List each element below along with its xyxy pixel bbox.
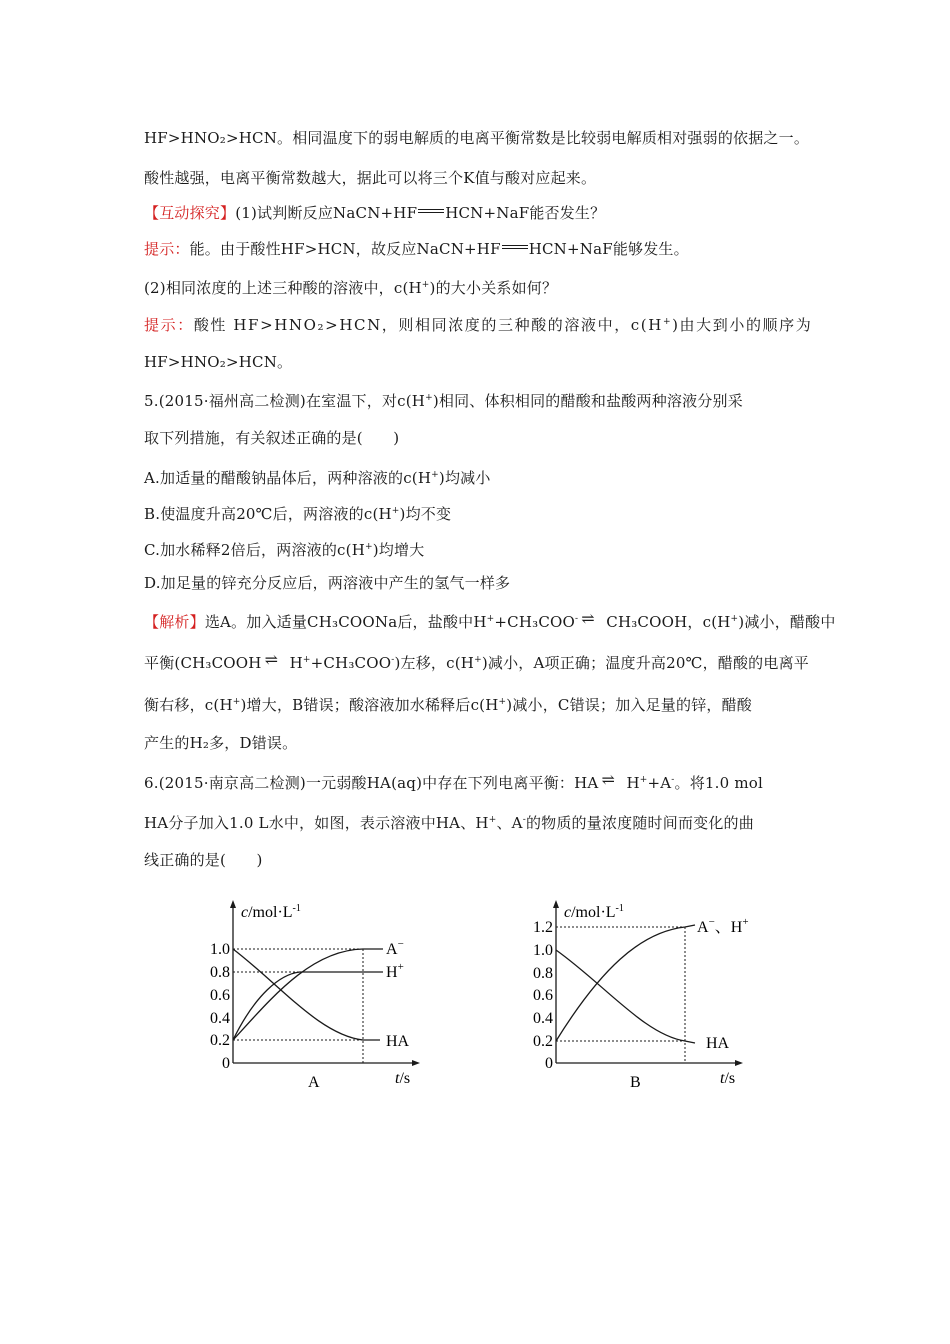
svg-text:A: A xyxy=(308,1074,320,1091)
svg-text:0.6: 0.6 xyxy=(210,987,230,1004)
svg-text:t/s: t/s xyxy=(395,1070,411,1087)
option-a xyxy=(144,465,491,488)
hint-label: 提示： xyxy=(144,316,194,334)
analysis-tag: 【解析】 xyxy=(144,613,205,631)
superscript: + xyxy=(662,317,673,327)
hint-2-cont xyxy=(144,352,292,372)
svg-text:c/mol·L-1: $c/mol\cdot L^{-1}$ xyxy=(241,903,301,921)
svg-text:HA: HA xyxy=(386,1033,410,1050)
svg-text:B: B xyxy=(630,1074,641,1091)
superscript: + xyxy=(365,542,373,552)
superscript: - xyxy=(391,655,395,665)
question-5-stem xyxy=(144,388,743,411)
hint-2 xyxy=(144,312,812,335)
svg-text:HA: HA xyxy=(706,1035,730,1052)
svg-text:c/mol·L-1: $c/mol\cdot L^{-1}$ xyxy=(564,903,624,921)
analysis-line-2 xyxy=(144,650,809,673)
svg-text:1.2: 1.2 xyxy=(533,919,553,936)
hint-text: 能。由于酸性HF>HCN，故反应NaCN+HF xyxy=(189,240,501,258)
text-line xyxy=(144,128,809,148)
superscript: + xyxy=(302,655,311,665)
analysis-text: )左移，c(H xyxy=(394,654,475,672)
svg-text:0.8: 0.8 xyxy=(210,964,230,981)
question-text: H xyxy=(626,774,640,792)
question-text: HCN+NaF能否发生？ xyxy=(445,204,606,222)
svg-text:0.6: 0.6 xyxy=(533,987,553,1004)
svg-text:0: 0 xyxy=(545,1055,553,1072)
question-text: 5.(2015·福州高二检测)在室温下，对c(H xyxy=(144,392,426,410)
explore-question-1 xyxy=(144,203,605,223)
superscript: - xyxy=(671,775,675,785)
question-text: )的大小关系如何？ xyxy=(429,279,558,297)
question-text: )相同、体积相同的醋酸和盐酸两种溶液分别采 xyxy=(432,392,743,410)
question-text: 、A xyxy=(496,814,523,832)
superscript: + xyxy=(488,815,497,825)
superscript: + xyxy=(425,393,433,403)
option-text: D.加足量的锌充分反应后，两溶液中产生的氢气一样多 xyxy=(144,574,511,592)
superscript: - xyxy=(575,614,579,624)
chart-b xyxy=(520,890,760,1104)
superscript: + xyxy=(232,697,241,707)
question-text: 取下列措施，有关叙述正确的是( ) xyxy=(144,429,400,447)
explore-tag: 【互动探究】 xyxy=(144,204,236,222)
question-text: 线正确的是( ) xyxy=(144,851,263,869)
option-d xyxy=(144,573,510,593)
question-text: (1)试判断反应NaCN+HF xyxy=(235,204,418,222)
question-text: (2)相同浓度的上述三种酸的溶液中，c(H xyxy=(144,279,422,297)
question-6-stem xyxy=(144,770,763,793)
superscript: + xyxy=(730,614,739,624)
svg-text:H+: H+ xyxy=(386,961,404,981)
equals-sign-icon xyxy=(502,245,528,251)
analysis-text: )增大，B错误；酸溶液加水稀释后c(H xyxy=(240,696,499,714)
question-text: +A xyxy=(647,774,672,792)
analysis-text: +CH₃COO xyxy=(494,613,576,631)
option-text: A.加适量的醋酸钠晶体后，两种溶液的c(H xyxy=(144,469,432,487)
analysis-text: )减小，A项正确；温度升高20℃，醋酸的电离平 xyxy=(481,654,809,672)
option-text: )均减小 xyxy=(438,469,491,487)
analysis-text: 选A。加入适量CH₃COONa后，盐酸中H xyxy=(204,613,487,631)
explore-question-2 xyxy=(144,275,557,298)
question-6-stem-2 xyxy=(144,810,754,833)
option-c xyxy=(144,537,424,560)
question-text: 6.(2015·南京高二检测)一元弱酸HA(aq)中存在下列电离平衡：HA xyxy=(144,774,599,792)
analysis-text: 平衡(CH₃COOH xyxy=(144,654,262,672)
svg-text:0.2: 0.2 xyxy=(533,1033,553,1050)
svg-text:1.0: 1.0 xyxy=(210,941,230,958)
svg-text:0.4: 0.4 xyxy=(210,1010,230,1027)
svg-text:0.2: 0.2 xyxy=(210,1032,230,1049)
hint-label: 提示： xyxy=(144,240,190,258)
text-line xyxy=(144,168,596,188)
svg-text:0.4: 0.4 xyxy=(533,1010,553,1027)
analysis-line-3 xyxy=(144,692,752,715)
option-text: C.加水稀释2倍后，两溶液的c(H xyxy=(144,541,365,559)
hint-text: 酸性 HF>HNO₂>HCN，则相同浓度的三种酸的溶液中，c(H xyxy=(193,316,663,334)
analysis-text: )减小，醋酸中 xyxy=(738,613,836,631)
option-text: )均不变 xyxy=(399,505,452,523)
paragraph-text: 酸性越强，电离平衡常数越大，据此可以将三个K值与酸对应起来。 xyxy=(144,169,597,187)
superscript: + xyxy=(498,697,507,707)
analysis-text: +CH₃COO xyxy=(310,654,392,672)
option-text: )均增大 xyxy=(372,541,425,559)
question-5-stem-cont xyxy=(144,428,399,448)
equilibrium-arrow-icon xyxy=(599,779,625,785)
question-text: HA分子加入1.0 L水中，如图，表示溶液中HA、H xyxy=(144,814,489,832)
analysis-text: H xyxy=(289,654,303,672)
analysis-line-1 xyxy=(144,609,836,632)
equilibrium-arrow-icon xyxy=(263,659,289,665)
paragraph-text: HF>HNO₂>HCN。相同温度下的弱电解质的电离平衡常数是比较弱电解质相对强弱的依据之一。 xyxy=(144,129,810,147)
question-text: 的物质的量浓度随时间而变化的曲 xyxy=(525,814,754,832)
svg-text:0.8: 0.8 xyxy=(533,965,553,982)
svg-text:A−: A− xyxy=(386,938,404,958)
superscript: + xyxy=(474,655,482,665)
chart-a xyxy=(190,890,430,1104)
hint-1 xyxy=(144,239,689,259)
equilibrium-arrow-icon xyxy=(579,618,605,624)
analysis-line-4 xyxy=(144,733,297,753)
question-6-stem-3 xyxy=(144,850,263,870)
svg-text:0: 0 xyxy=(222,1055,230,1072)
option-b xyxy=(144,501,451,524)
superscript: + xyxy=(421,280,430,290)
superscript: + xyxy=(391,506,400,516)
hint-text: HF>HNO₂>HCN。 xyxy=(144,353,293,371)
equals-sign-icon xyxy=(418,209,444,215)
hint-text: )由大到小的顺序为 xyxy=(672,316,813,334)
hint-text: HCN+NaF能够发生。 xyxy=(528,240,689,258)
analysis-text: 衡右移，c(H xyxy=(144,696,233,714)
analysis-text: )减小，C错误；加入足量的锌，醋酸 xyxy=(506,696,752,714)
svg-text:A−、H+: A−、H+ xyxy=(697,916,749,936)
superscript: - xyxy=(522,815,526,825)
superscript: + xyxy=(486,614,495,624)
superscript: + xyxy=(639,775,648,785)
question-text: 。将1.0 mol xyxy=(674,774,764,792)
analysis-text: 产生的H₂多，D错误。 xyxy=(144,734,298,752)
analysis-text: CH₃COOH，c(H xyxy=(606,613,731,631)
svg-text:t/s: t/s xyxy=(720,1070,736,1087)
superscript: + xyxy=(431,470,439,480)
svg-text:1.0: 1.0 xyxy=(533,942,553,959)
option-text: B.使温度升高20℃后，两溶液的c(H xyxy=(144,505,392,523)
